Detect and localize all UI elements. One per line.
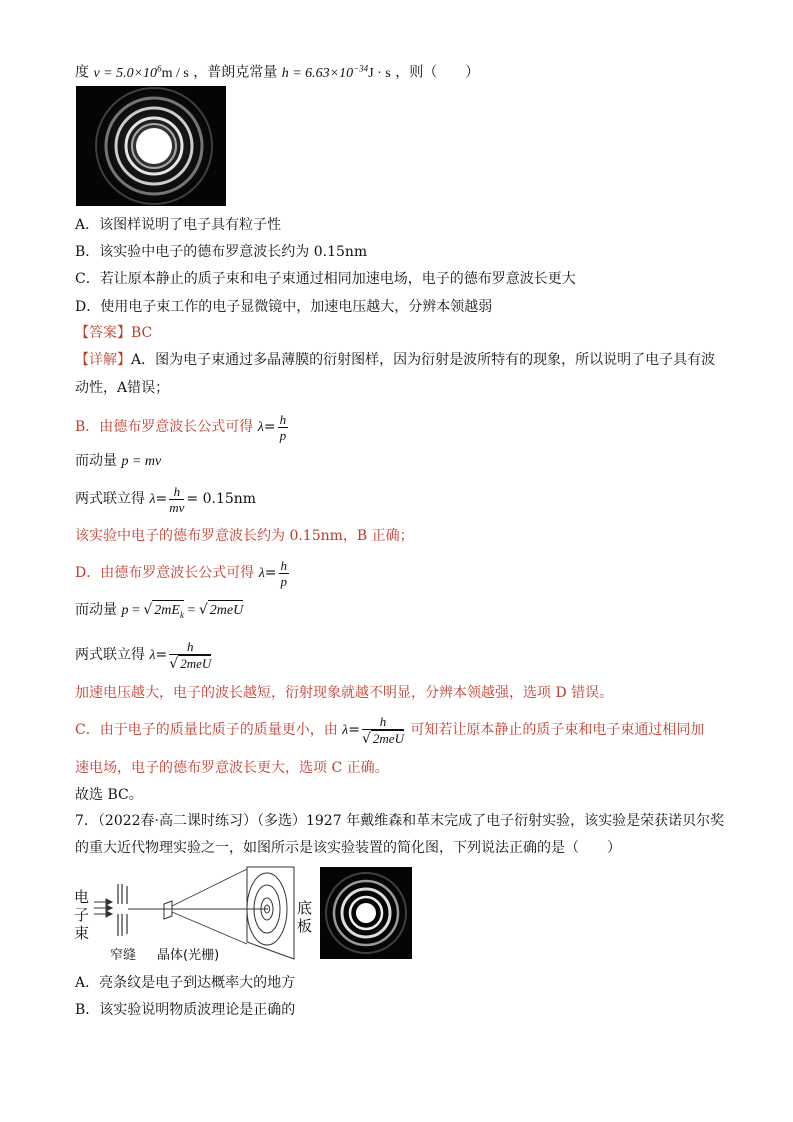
q7-option-a: A．亮条纹是电子到达概率大的地方 <box>75 975 296 991</box>
combine-result: = 0.15nm <box>186 491 257 507</box>
equals-sign: = <box>348 722 360 738</box>
detail-a-line1 <box>75 350 715 370</box>
answer-label: 【答案】 <box>75 325 131 341</box>
momentum-line-2 <box>75 600 243 625</box>
diffraction-rings-2 <box>320 867 412 959</box>
slit-label: 窄缝 <box>110 948 137 963</box>
q7-line1: 7．（2022春·高二课时练习）（多选）1927 年戴维森和革末完成了电子衍射实验，该实验是荣获诺贝尔奖 <box>75 813 725 829</box>
momentum-label: 而动量 <box>75 453 117 469</box>
equals-sign: = <box>155 491 168 507</box>
combine-label: 两式联立得 <box>75 647 145 663</box>
crystal-label: 晶体(光栅) <box>157 948 220 963</box>
momentum-label: 而动量 <box>75 602 117 618</box>
lambda-symbol: λ <box>149 492 156 507</box>
answer-line <box>75 323 152 343</box>
fraction-h-over-sqrt: $\frac{h}{\text{√ 2meU}}$ <box>361 713 404 747</box>
answer-value: BC <box>131 325 153 341</box>
planck-expr: $h = 6.63\times 10^{-34}J \cdot s$ <box>281 63 391 81</box>
option-b: B．该实验中电子的德布罗意波长约为 0.15nm <box>75 244 368 260</box>
diffraction-rings <box>76 86 226 206</box>
momentum-line-1 <box>75 451 161 472</box>
detail-c-tail: 可知若让原本静止的质子束和电子束通过相同加 <box>410 722 705 738</box>
detail-label: 【详解】 <box>75 352 131 368</box>
detail-d-intro: D．由德布罗意波长公式可得 <box>75 565 255 581</box>
lambda-symbol: λ <box>257 420 264 435</box>
detail-c-line1 <box>75 710 704 751</box>
equals-sign: = <box>264 565 277 581</box>
combine-line-2 <box>75 635 213 676</box>
combine-line-1 <box>75 480 256 519</box>
diffraction-pattern-image <box>76 86 226 206</box>
equals-sign: = <box>263 419 276 435</box>
beam-label: 电 子 束 <box>74 888 90 942</box>
detail-d-formula <box>75 554 291 593</box>
diffraction-pattern-image-2 <box>320 867 412 959</box>
option-c: C．若让原本静止的质子束和电子束通过相同加速电场，电子的德布罗意波长更大 <box>75 271 576 287</box>
text-mid: ，普朗克常量 <box>193 64 278 81</box>
q7-line2: 的重大近代物理实验之一，如图所示是该实验装置的简化图，下列说法正确的是（ ） <box>75 840 621 856</box>
momentum-expr: p = mv <box>121 454 162 469</box>
detail-b-conclusion: 该实验中电子的德布罗意波长约为 0.15nm，B 正确； <box>75 528 414 544</box>
final-answer: 故选 BC。 <box>75 787 143 803</box>
momentum-sqrt-expr: p = √ $2mE_k$ = √ 2meU <box>121 603 243 618</box>
lambda-symbol: λ <box>342 723 349 738</box>
q7-option-b: B．该实验说明物质波理论是正确的 <box>75 1002 296 1018</box>
top-line <box>75 58 479 84</box>
lambda-symbol: λ <box>149 648 156 663</box>
detail-b-formula <box>75 408 290 447</box>
fraction-h-over-p: $\frac{h}{p}$ <box>279 411 287 443</box>
fraction-h-over-p: $\frac{h}{p}$ <box>280 557 287 589</box>
velocity-expr: $v = 5.0\times 10^6m / s$ <box>93 63 189 81</box>
combine-label: 两式联立得 <box>75 491 145 507</box>
option-a: A．该图样说明了电子具有粒子性 <box>75 217 282 233</box>
apparatus-diagram <box>72 864 312 964</box>
detail-d-conclusion: 加速电压越大，电子的波长越短，衍射现象就越不明显，分辨本领越强，选项 D 错误。 <box>75 685 614 701</box>
option-d: D．使用电子束工作的电子显微镜中，加速电压越大，分辨本领越弱 <box>75 299 493 315</box>
equals-sign: = <box>155 647 168 663</box>
plate-label: 底 板 <box>297 899 313 935</box>
detail-c-line2: 速电场，电子的德布罗意波长更大，选项 C 正确。 <box>75 760 389 776</box>
lambda-symbol: λ <box>258 566 265 581</box>
text-prefix: 度 <box>75 64 89 81</box>
fraction-h-over-sqrt: $\frac{h}{\text{√ 2meU}}$ <box>169 638 212 672</box>
detail-a-line2: 动性，A错误； <box>75 380 170 396</box>
detail-b-intro: B．由德布罗意波长公式可得 <box>75 419 254 435</box>
detail-a-text: A．图为电子束通过多晶薄膜的衍射图样，因为衍射是波所特有的现象，所以说明了电子具有波 <box>131 352 716 368</box>
fraction-h-over-mv: $\frac{h}{mv}$ <box>169 483 185 515</box>
text-suffix: ，则（ ） <box>395 64 480 81</box>
detail-c-intro: C．由于电子的质量比质子的质量更小，由 <box>75 722 338 738</box>
